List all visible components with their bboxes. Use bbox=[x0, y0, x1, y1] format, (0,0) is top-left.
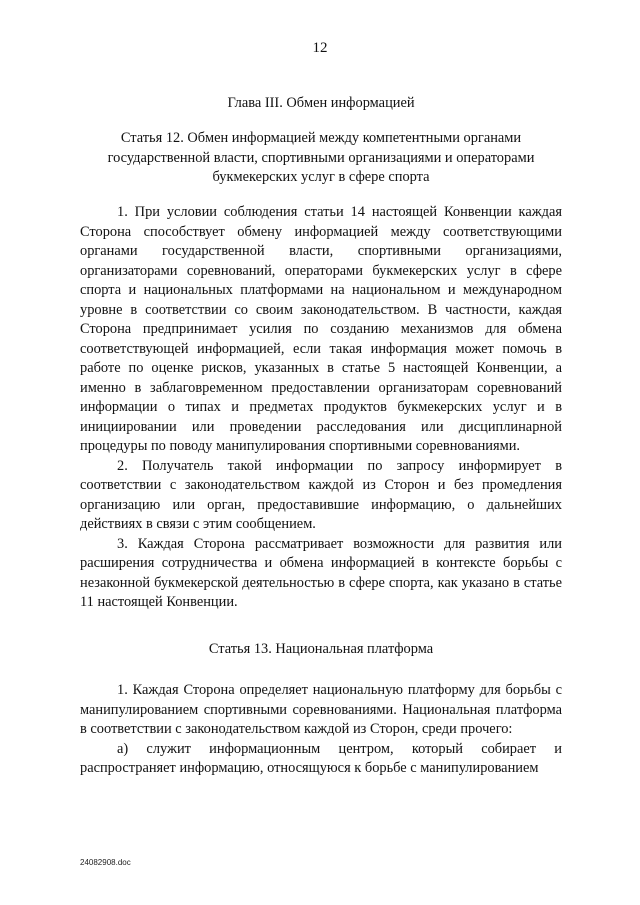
article-12-body bbox=[80, 203, 562, 613]
article-12-paragraph-2: 2. Получатель такой информации по запросу информирует в соответствии с законодательством каждой из Сторон и без промедления организацию или орган, предоставившие информацию, о дальнейших действиях в связи с этим сообщением. bbox=[80, 457, 562, 532]
footer-file-code: 24082908.doc bbox=[80, 858, 131, 867]
article-12-title: Статья 12. Обмен информацией между компетентными органами государственной власти, спортивными организациями и операторами букмекерских услуг в сфере спорта bbox=[107, 130, 535, 185]
article-12-paragraph-3: 3. Каждая Сторона рассматривает возможности для развития или расширения сотрудничества и обмена информацией в контексте борьбы с незаконной букмекерской деятельностью в сфере спорта, как указано в статье 11 настоящей Конвенции. bbox=[80, 535, 562, 610]
article-13-item-a: а) служит информационным центром, который собирает и распространяет информацию, относящуюся к борьбе с манипулированием bbox=[80, 740, 562, 776]
article-13-paragraph-1: 1. Каждая Сторона определяет национальную платформу для борьбы с манипулированием спортивными соревнованиями. Национальная платформа в соответствии с законодательством каждой из Сторон, среди прочего: bbox=[80, 682, 562, 737]
article-12-paragraph-1: 1. При условии соблюдения статьи 14 настоящей Конвенции каждая Сторона способствует обмену информацией между соответствующими органами государственной власти, спортивными организациями, организаторами соревнований, операторами букмекерских услуг в сфере спорта и национальных платформами на национальном и международном уровне в соответствии со своим законодательством. В частности, каждая Сторона предпринимает усилия по созданию механизмов для обмена соответствующей информацией, если такая информация может помочь в работе по оценке рисков, указанных в статье 5 настоящей Конвенции, а именно в заблаговременном предоставлении организаторам соревнований информации о типах и предметах продуктов букмекерских услуг и в инициировании или проведении расследования или дисциплинарной процедуры по поводу манипулирования спортивными соревнованиями. bbox=[80, 204, 562, 454]
article-13-body bbox=[80, 681, 562, 779]
article-13-title: Статья 13. Национальная платформа bbox=[208, 641, 434, 657]
chapter-title: Глава III. Обмен информацией bbox=[227, 95, 415, 111]
page-number: 12 bbox=[312, 40, 328, 56]
